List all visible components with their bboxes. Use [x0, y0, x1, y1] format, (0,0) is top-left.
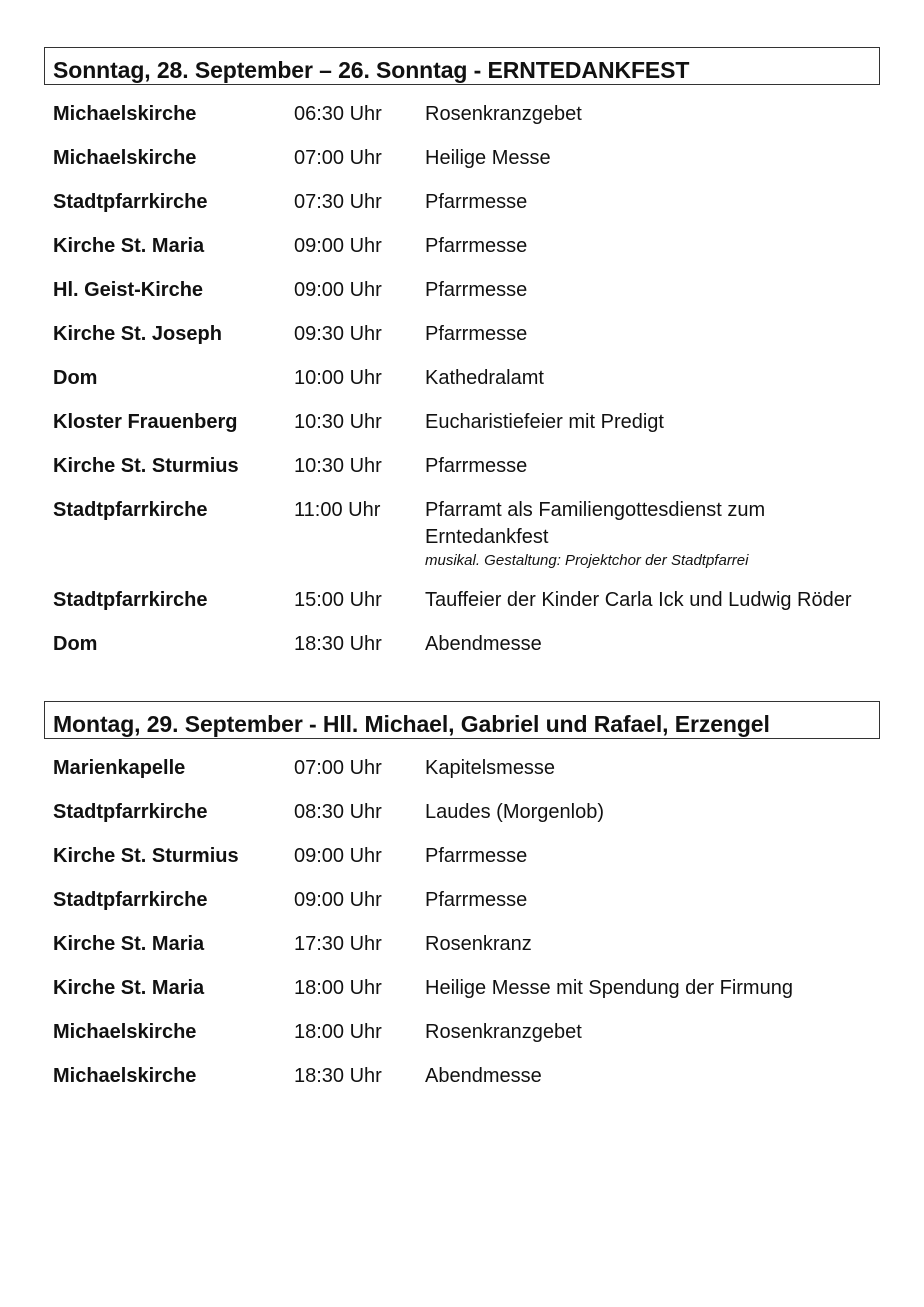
service-time: 10:30 Uhr	[294, 455, 382, 477]
service-location: Marienkapelle	[53, 757, 186, 779]
service-time: 11:00 Uhr	[294, 499, 381, 521]
service-row	[44, 453, 880, 480]
day-section	[44, 701, 880, 1090]
service-location: Stadtpfarrkirche	[53, 889, 208, 911]
service-row	[44, 755, 880, 782]
service-time: 09:00 Uhr	[294, 845, 382, 867]
service-row	[44, 277, 880, 304]
service-description-cell	[425, 145, 865, 172]
day-heading: Montag, 29. September - Hll. Michael, Gabriel und Rafael, Erzengel	[44, 701, 880, 739]
service-row	[44, 101, 880, 128]
service-time: 10:00 Uhr	[294, 367, 382, 389]
service-time: 10:30 Uhr	[294, 411, 382, 433]
service-row	[44, 365, 880, 392]
service-time: 18:00 Uhr	[294, 977, 382, 999]
service-list	[44, 101, 880, 658]
service-row	[44, 189, 880, 216]
service-description: Rosenkranzgebet	[425, 1021, 582, 1043]
service-time: 18:30 Uhr	[294, 633, 382, 655]
service-location: Kirche St. Maria	[53, 933, 205, 955]
service-row	[44, 975, 880, 1002]
service-description-cell	[425, 931, 865, 958]
service-location: Kloster Frauenberg	[53, 411, 238, 433]
service-time: 08:30 Uhr	[294, 801, 382, 823]
service-description: Rosenkranz	[425, 933, 532, 955]
service-row	[44, 321, 880, 348]
service-location: Michaelskirche	[53, 147, 197, 169]
service-description-cell	[425, 1063, 865, 1090]
service-description-cell	[425, 631, 865, 658]
service-description-cell	[425, 799, 865, 826]
service-description: Kapitelsmesse	[425, 757, 556, 779]
service-description-cell	[425, 887, 865, 914]
service-description: Pfarrmesse	[425, 455, 528, 477]
service-location: Stadtpfarrkirche	[53, 191, 208, 213]
service-description: Pfarrmesse	[425, 235, 528, 257]
service-row	[44, 887, 880, 914]
service-description: Heilige Messe mit Spendung der Firmung	[425, 977, 793, 999]
service-description: Heilige Messe	[425, 147, 551, 169]
service-location: Stadtpfarrkirche	[53, 499, 208, 521]
service-description: Pfarrmesse	[425, 279, 528, 301]
service-row	[44, 843, 880, 870]
service-row	[44, 799, 880, 826]
day-section	[44, 47, 880, 658]
service-description: Eucharistiefeier mit Predigt	[425, 411, 664, 433]
service-location: Hl. Geist-Kirche	[53, 279, 204, 301]
service-description-cell	[425, 409, 865, 436]
service-description: Pfarrmesse	[425, 889, 528, 911]
service-description: Abendmesse	[425, 1065, 542, 1087]
service-description-cell	[425, 101, 865, 128]
service-time: 18:00 Uhr	[294, 1021, 382, 1043]
service-description-cell	[425, 321, 865, 348]
service-description: Pfarrmesse	[425, 191, 528, 213]
service-description: Kathedralamt	[425, 367, 544, 389]
service-location: Stadtpfarrkirche	[53, 801, 208, 823]
service-location: Dom	[53, 633, 98, 655]
service-time: 09:00 Uhr	[294, 235, 382, 257]
service-time: 09:00 Uhr	[294, 279, 382, 301]
service-description: Pfarrmesse	[425, 323, 528, 345]
service-row	[44, 1019, 880, 1046]
service-time: 07:00 Uhr	[294, 757, 382, 779]
service-description-cell	[425, 453, 865, 480]
service-time: 17:30 Uhr	[294, 933, 382, 955]
service-list	[44, 755, 880, 1090]
day-list	[44, 47, 880, 1090]
schedule-page	[44, 47, 880, 1107]
service-location: Stadtpfarrkirche	[53, 589, 208, 611]
service-row	[44, 145, 880, 172]
service-row	[44, 931, 880, 958]
service-description-cell	[425, 277, 865, 304]
service-time: 09:30 Uhr	[294, 323, 382, 345]
service-row	[44, 1063, 880, 1090]
service-location: Kirche St. Sturmius	[53, 845, 239, 867]
service-location: Dom	[53, 367, 98, 389]
service-description: Pfarrmesse	[425, 845, 528, 867]
service-time: 06:30 Uhr	[294, 103, 382, 125]
service-row	[44, 497, 880, 570]
service-description-cell	[425, 365, 865, 392]
service-time: 18:30 Uhr	[294, 1065, 382, 1087]
service-description-cell	[425, 975, 865, 1002]
service-description: Tauffeier der Kinder Carla Ick und Ludwig Röder	[425, 589, 852, 611]
day-separator	[44, 675, 880, 701]
service-row	[44, 409, 880, 436]
service-time: 09:00 Uhr	[294, 889, 382, 911]
service-description-cell	[425, 755, 865, 782]
service-description: Pfarramt als Familiengottesdienst zum Erntedankfest	[425, 499, 766, 548]
service-description: Laudes (Morgenlob)	[425, 801, 604, 823]
service-time: 07:30 Uhr	[294, 191, 382, 213]
service-description-cell	[425, 843, 865, 870]
service-location: Michaelskirche	[53, 103, 197, 125]
service-description-cell	[425, 1019, 865, 1046]
service-location: Kirche St. Maria	[53, 235, 205, 257]
service-time: 15:00 Uhr	[294, 589, 382, 611]
service-row	[44, 587, 880, 614]
service-time: 07:00 Uhr	[294, 147, 382, 169]
service-description-cell	[425, 497, 865, 570]
service-location: Kirche St. Maria	[53, 977, 205, 999]
service-location: Kirche St. Sturmius	[53, 455, 239, 477]
service-row	[44, 233, 880, 260]
service-location: Kirche St. Joseph	[53, 323, 222, 345]
service-location: Michaelskirche	[53, 1021, 197, 1043]
service-description-cell	[425, 233, 865, 260]
service-description: Rosenkranzgebet	[425, 103, 582, 125]
service-location: Michaelskirche	[53, 1065, 197, 1087]
service-description-cell	[425, 587, 865, 614]
service-description: Abendmesse	[425, 633, 542, 655]
day-heading: Sonntag, 28. September – 26. Sonntag - ERNTEDANKFEST	[44, 47, 880, 85]
service-note: musikal. Gestaltung: Projektchor der Stadtpfarrei	[425, 552, 749, 569]
service-description-cell	[425, 189, 865, 216]
service-row	[44, 631, 880, 658]
